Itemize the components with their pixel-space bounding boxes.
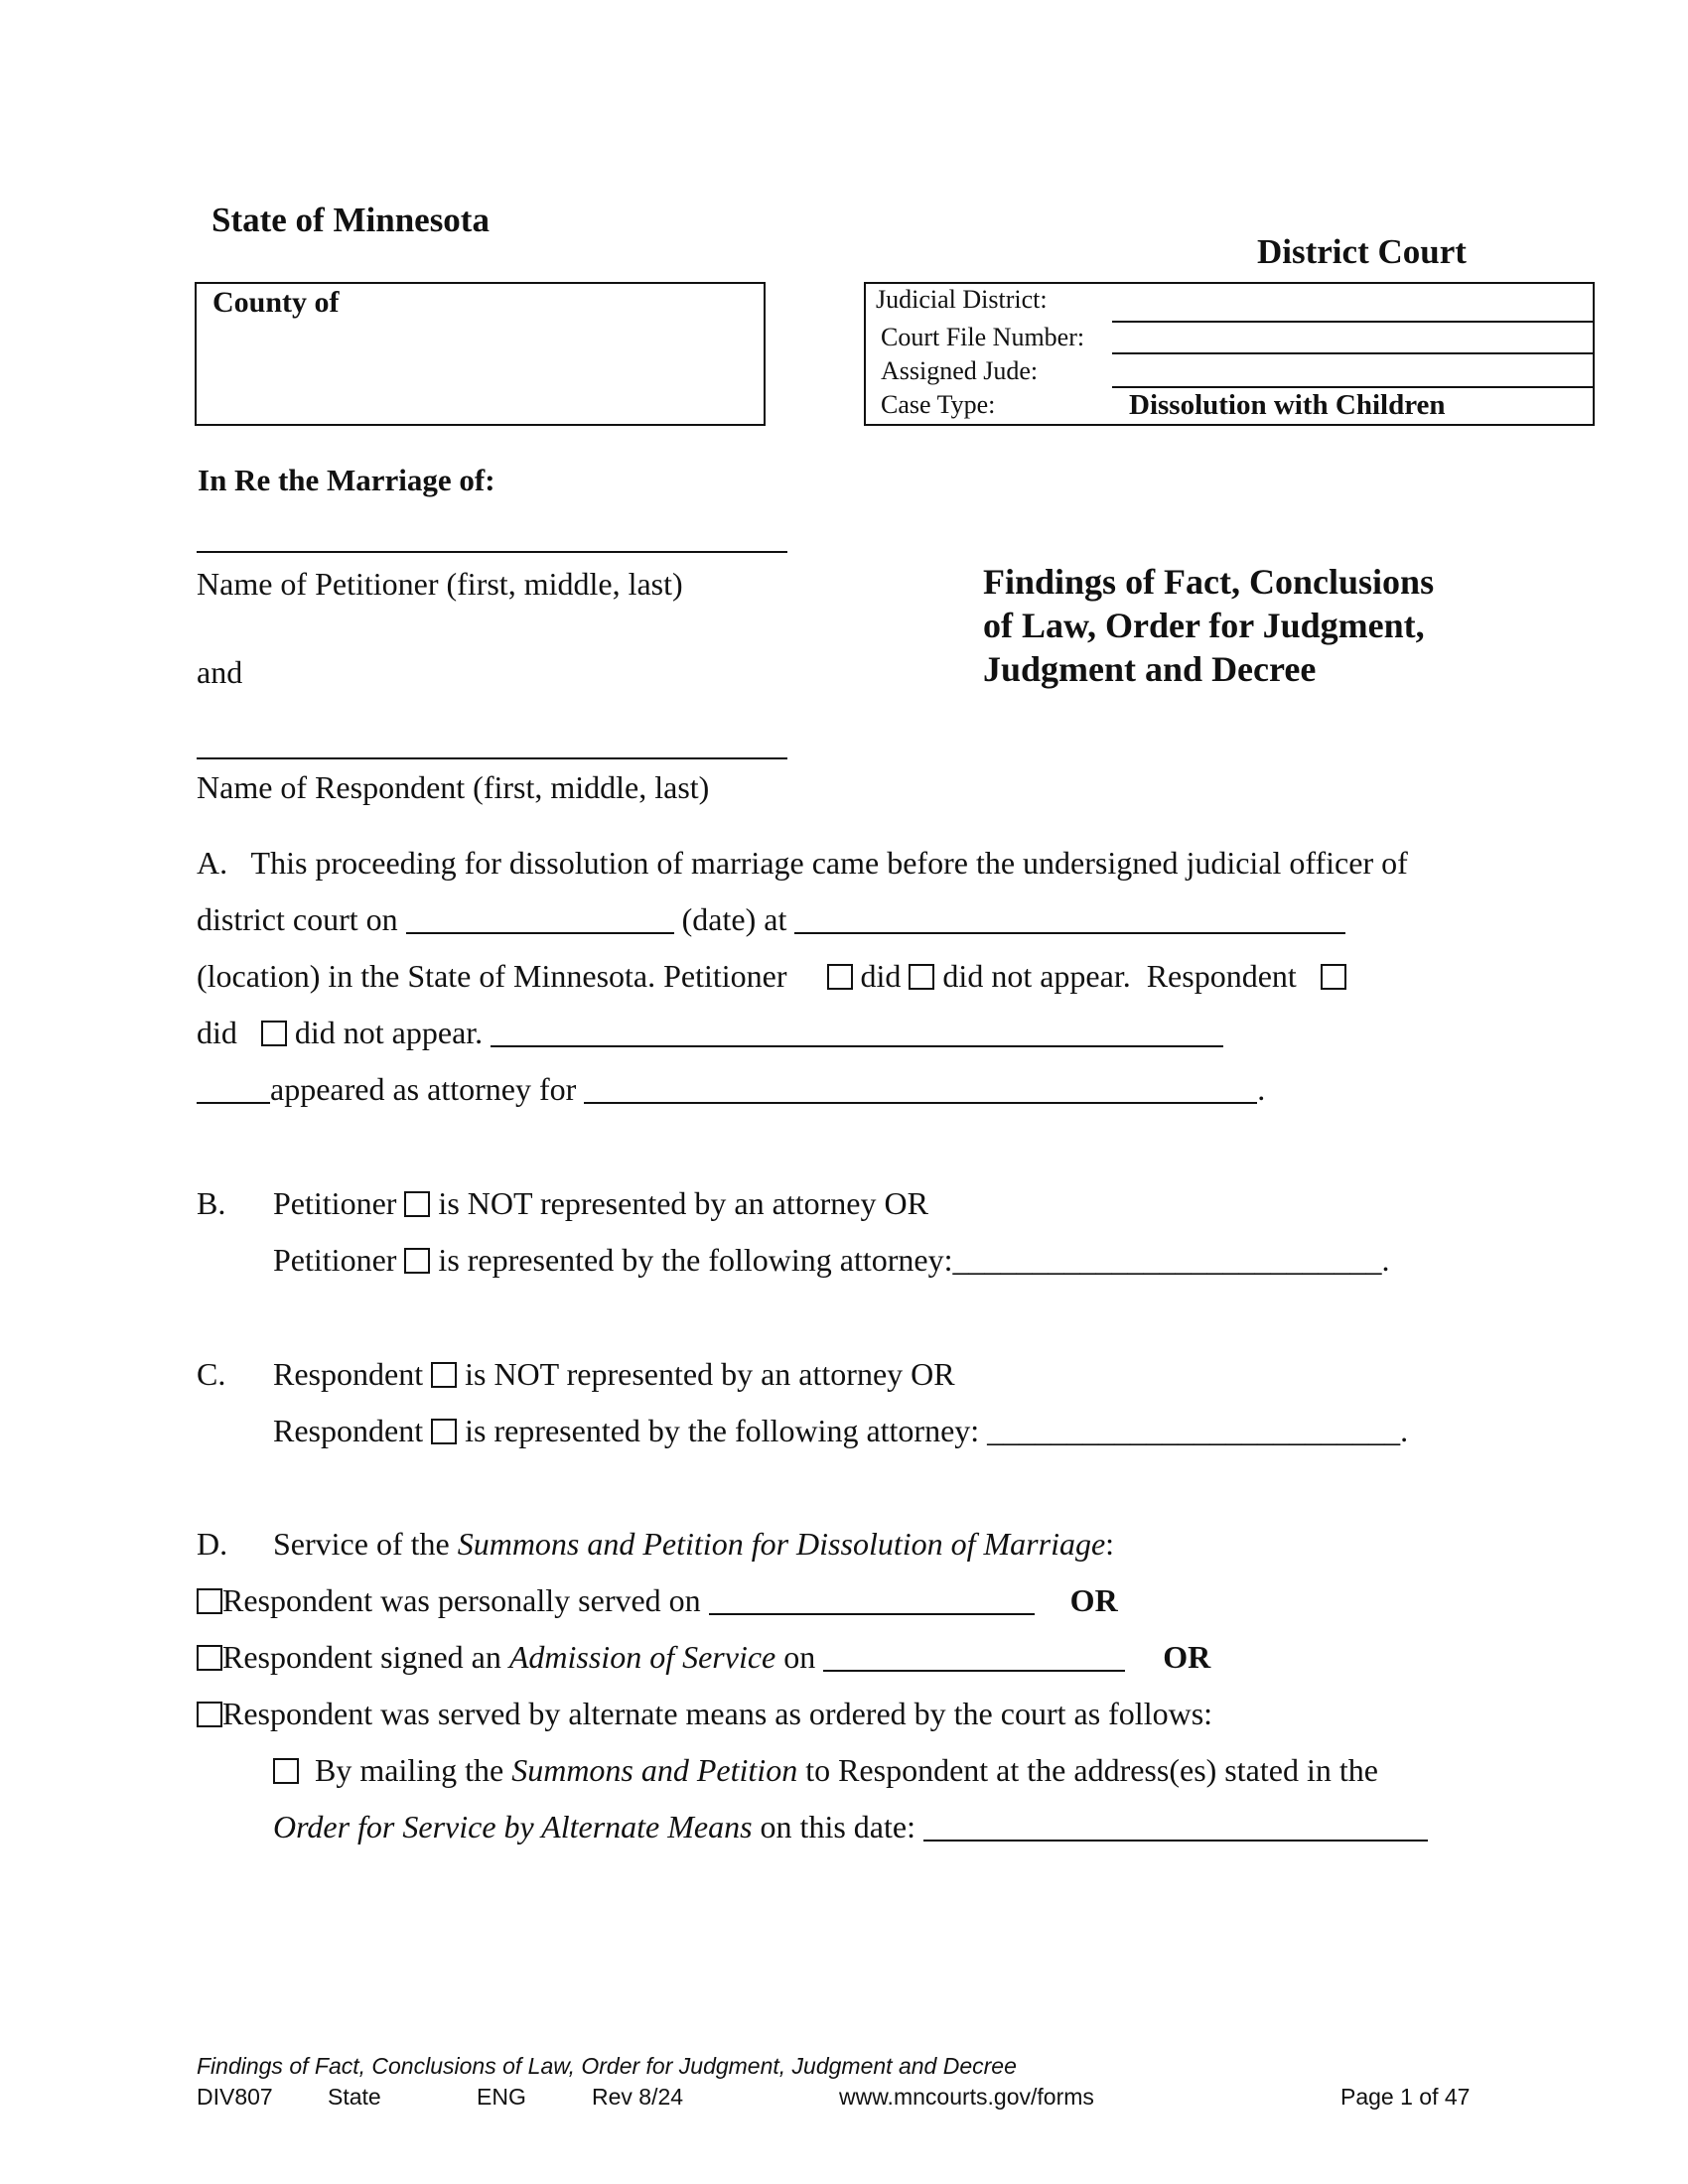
petitioner-label: Petitioner	[273, 1242, 397, 1278]
county-box[interactable]	[195, 282, 766, 426]
petitioner-not-represented-checkbox[interactable]	[404, 1191, 430, 1217]
footer-revision: Rev 8/24	[592, 2084, 684, 2110]
petitioner-attorney-field[interactable]: ___________________________	[952, 1242, 1382, 1278]
appeared-as-attorney-label: appeared as attorney for	[270, 1071, 577, 1107]
assigned-judge-label: Assigned Jude:	[881, 356, 1039, 385]
section-a-line-1	[197, 843, 1408, 883]
location-prefix-label: (date) at	[681, 901, 787, 937]
or-label: OR	[1163, 1639, 1211, 1675]
section-a-letter: A.	[197, 845, 228, 881]
service-intro-label: Service of the	[273, 1526, 450, 1562]
case-type-field-rule	[1112, 386, 1593, 388]
admission-label: Respondent signed an	[222, 1639, 501, 1675]
in-re-heading: In Re the Marriage of:	[198, 463, 495, 497]
personally-served-label: Respondent was personally served on	[222, 1582, 701, 1618]
judicial-district-label: Judicial District:	[876, 285, 1048, 314]
hearing-location-field[interactable]	[794, 906, 1345, 934]
period: .	[1381, 1242, 1390, 1278]
mailing-date-label: on this date:	[760, 1809, 915, 1844]
admission-date-field[interactable]	[823, 1644, 1125, 1672]
petitioner-name-label: Name of Petitioner (first, middle, last)	[197, 566, 683, 602]
admission-of-service-title: Admission of Service	[508, 1639, 776, 1675]
period: .	[1257, 1071, 1266, 1107]
or-label: OR	[1069, 1582, 1118, 1618]
alternate-means-label: Respondent was served by alternate means as ordered by the court as follows:	[222, 1696, 1213, 1731]
respondent-name-label: Name of Respondent (first, middle, last)	[197, 769, 710, 805]
section-a-text-1: This proceeding for dissolution of marriage came before the undersigned judicial officer of	[250, 845, 1408, 881]
attorney-name-field[interactable]	[197, 1076, 270, 1104]
hearing-date-label: district court on	[197, 901, 398, 937]
service-option-2	[197, 1637, 1210, 1677]
section-a-line-2	[197, 899, 1345, 939]
attorney-for-field[interactable]	[584, 1076, 1257, 1104]
and-label: and	[197, 654, 243, 690]
respondent-represented-checkbox[interactable]	[431, 1419, 457, 1444]
case-type-value: Dissolution with Children	[1129, 389, 1446, 421]
petitioner-name-field[interactable]	[197, 551, 787, 553]
section-a-line-3	[197, 956, 1346, 996]
footer-form-id: DIV807	[197, 2084, 273, 2110]
mailing-checkbox[interactable]	[273, 1758, 299, 1784]
respondent-did-appear-checkbox[interactable]	[1321, 964, 1346, 990]
not-represented-label: is NOT represented by an attorney OR	[438, 1185, 928, 1221]
did-label: did	[197, 1015, 237, 1050]
summons-petition-title: Summons and Petition for Dissolution of Marriage	[457, 1526, 1106, 1562]
colon: :	[1105, 1526, 1115, 1562]
not-represented-label: is NOT represented by an attorney OR	[465, 1356, 955, 1392]
title-line-3: Judgment and Decree	[983, 649, 1317, 689]
footer-jurisdiction: State	[328, 2084, 381, 2110]
assigned-judge-field[interactable]	[1112, 352, 1593, 354]
section-a-line-5	[197, 1069, 1265, 1109]
footer-page-number: Page 1 of 47	[1340, 2084, 1471, 2110]
alternate-means-checkbox[interactable]	[197, 1702, 222, 1727]
on-label: on	[783, 1639, 816, 1675]
respondent-did-not-appear-checkbox[interactable]	[261, 1021, 287, 1046]
mailing-date-field[interactable]	[923, 1814, 1428, 1842]
mailing-address-label: to Respondent at the address(es) stated in the	[805, 1752, 1378, 1788]
service-option-1	[197, 1580, 1118, 1620]
summons-and-petition-title: Summons and Petition	[511, 1752, 798, 1788]
represented-label: is represented by the following attorney:	[438, 1242, 953, 1278]
service-option-3	[197, 1694, 1212, 1733]
location-suffix-label: (location) in the State of Minnesota. Petitioner	[197, 958, 787, 994]
footer-title: Findings of Fact, Conclusions of Law, Order for Judgment, Judgment and Decree	[197, 2053, 1017, 2079]
mailing-option-line-2	[273, 1807, 1428, 1846]
section-a-line-4	[197, 1013, 1223, 1052]
petitioner-did-not-appear-checkbox[interactable]	[909, 964, 934, 990]
hearing-date-field[interactable]	[406, 906, 674, 934]
mailing-option-line-1	[273, 1750, 1378, 1790]
respondent-label: Respondent	[273, 1413, 424, 1448]
section-d-intro	[273, 1524, 1114, 1564]
document-title	[983, 560, 1434, 691]
section-c-letter: C.	[197, 1356, 226, 1392]
state-heading: State of Minnesota	[211, 201, 490, 239]
respondent-label: Respondent	[1146, 958, 1297, 994]
section-d-letter: D.	[197, 1526, 228, 1562]
court-file-number-field[interactable]	[1112, 321, 1593, 323]
did-label: did	[860, 958, 902, 994]
appearance-notes-field[interactable]	[491, 1020, 1223, 1047]
petitioner-label: Petitioner	[273, 1185, 397, 1221]
case-type-label: Case Type:	[881, 390, 996, 419]
mailing-label: By mailing the	[315, 1752, 504, 1788]
represented-label: is represented by the following attorney:	[465, 1413, 980, 1448]
personally-served-checkbox[interactable]	[197, 1588, 222, 1614]
section-b-line-2	[273, 1240, 1390, 1280]
court-heading: District Court	[1257, 232, 1467, 271]
did-not-appear-label: did not appear.	[294, 1015, 484, 1050]
footer-language: ENG	[477, 2084, 526, 2110]
respondent-not-represented-checkbox[interactable]	[431, 1362, 457, 1388]
respondent-label: Respondent	[273, 1356, 424, 1392]
section-b-line-1	[273, 1183, 928, 1223]
order-for-service-title: Order for Service by Alternate Means	[273, 1809, 753, 1844]
respondent-attorney-field[interactable]: __________________________	[987, 1413, 1401, 1448]
court-file-number-label: Court File Number:	[881, 323, 1085, 351]
title-line-2: of Law, Order for Judgment,	[983, 606, 1425, 645]
section-b-letter: B.	[197, 1185, 226, 1221]
section-c-line-2	[273, 1411, 1408, 1450]
personal-service-date-field[interactable]	[709, 1587, 1035, 1615]
county-label: County of	[212, 286, 340, 319]
respondent-name-field[interactable]	[197, 757, 787, 759]
petitioner-did-appear-checkbox[interactable]	[827, 964, 853, 990]
section-c-line-1	[273, 1354, 955, 1394]
footer-website-link[interactable]: www.mncourts.gov/forms	[839, 2084, 1094, 2110]
admission-of-service-checkbox[interactable]	[197, 1645, 222, 1671]
title-line-1: Findings of Fact, Conclusions	[983, 562, 1435, 602]
petitioner-represented-checkbox[interactable]	[404, 1248, 430, 1274]
did-not-appear-label: did not appear.	[942, 958, 1131, 994]
period: .	[1400, 1413, 1409, 1448]
